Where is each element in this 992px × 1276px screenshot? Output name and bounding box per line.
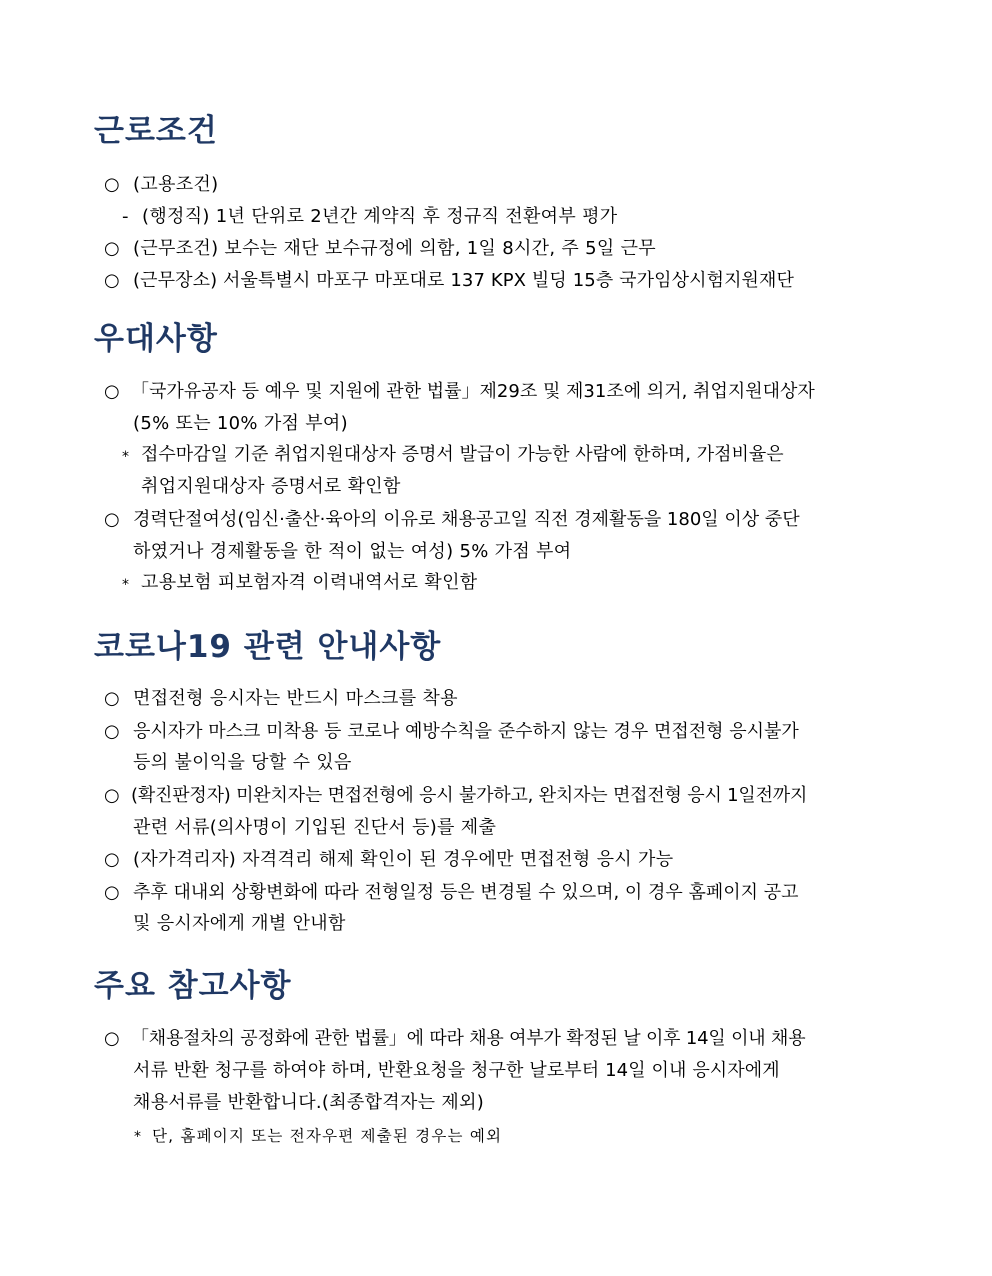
circle-bullet: ○ — [104, 238, 120, 259]
online-submission-exception: 단, 홈페이지 또는 전자우편 제출된 경우는 예외 — [152, 1127, 503, 1145]
veterans-preference-line-1: 「국가유공자 등 예우 및 지원에 관한 법률」제29조 및 제31조에 의거, 취업지원대상자 — [131, 381, 815, 402]
work-conditions-text: (근무조건) 보수는 재단 보수규정에 의함, 1일 8시간, 주 5일 근무 — [133, 238, 656, 259]
schedule-change-line-2: 및 응시자에게 개별 안내함 — [133, 913, 346, 934]
work-location-text: (근무장소) 서울특별시 마포구 마포대로 137 KPX 빌딩 15층 국가임상시험지원재단 — [133, 270, 795, 291]
asterisk-bullet: * — [134, 1129, 141, 1145]
veterans-note-line-2: 취업지원대상자 증명서로 확인함 — [141, 476, 401, 497]
circle-bullet: ○ — [104, 882, 120, 903]
admin-position-text: (행정직) 1년 단위로 2년간 계약직 후 정규직 전환여부 평가 — [142, 206, 618, 227]
circle-bullet: ○ — [104, 174, 120, 195]
asterisk-bullet: * — [122, 577, 129, 593]
mask-violation-line-1: 응시자가 마스크 미착용 등 코로나 예방수칙을 준수하지 않는 경우 면접전형 응시불가 — [133, 721, 799, 742]
circle-bullet: ○ — [104, 688, 120, 709]
circle-bullet: ○ — [104, 721, 120, 742]
circle-bullet: ○ — [104, 509, 120, 530]
confirmed-case-line-2: 관련 서류(의사명이 기입된 진단서 등)를 제출 — [133, 817, 497, 838]
mask-required-text: 면접전형 응시자는 반드시 마스크를 착용 — [133, 688, 458, 709]
document-return-line-2: 서류 반환 청구를 하여야 하며, 반환요청을 청구한 날로부터 14일 이내 응시자에게 — [133, 1060, 780, 1081]
asterisk-bullet: * — [122, 449, 129, 465]
section-title-covid-notice: 코로나19 관련 안내사항 — [94, 629, 442, 665]
career-break-line-1: 경력단절여성(임신·출산·육아의 이유로 채용공고일 직전 경제활동을 180일 이상 중단 — [133, 509, 800, 530]
document-return-line-3: 채용서류를 반환합니다.(최종합격자는 제외) — [133, 1092, 485, 1113]
veterans-note-line-1: 접수마감일 기준 취업지원대상자 증명서 발급이 가능한 사람에 한하며, 가점비율은 — [141, 444, 784, 465]
dash-bullet: - — [122, 206, 129, 227]
self-quarantine-text: (자가격리자) 자격격리 해제 확인이 된 경우에만 면접전형 응시 가능 — [133, 849, 674, 870]
career-break-line-2: 하였거나 경제활동을 한 적이 없는 여성) 5% 가점 부여 — [133, 541, 572, 562]
circle-bullet: ○ — [104, 270, 120, 291]
section-title-working-conditions: 근로조건 — [94, 113, 218, 149]
career-break-note: 고용보험 피보험자격 이력내역서로 확인함 — [141, 572, 478, 593]
circle-bullet: ○ — [104, 381, 120, 402]
veterans-preference-line-2: (5% 또는 10% 가점 부여) — [133, 413, 348, 434]
employment-conditions-label: (고용조건) — [133, 174, 219, 195]
document-return-line-1: 「채용절차의 공정화에 관한 법률」에 따라 채용 여부가 확정된 날 이후 14일 이내 채용 — [131, 1028, 806, 1049]
mask-violation-line-2: 등의 불이익을 당할 수 있음 — [133, 752, 352, 773]
confirmed-case-line-1: (확진판정자) 미완치자는 면접전형에 응시 불가하고, 완치자는 면접전형 응시 1일전까지 — [131, 785, 808, 806]
schedule-change-line-1: 추후 대내외 상황변화에 따라 전형일정 등은 변경될 수 있으며, 이 경우 홈페이지 공고 — [133, 882, 799, 903]
circle-bullet: ○ — [104, 785, 120, 806]
section-title-preferences: 우대사항 — [94, 321, 218, 357]
circle-bullet: ○ — [104, 1028, 120, 1049]
section-title-key-notes: 주요 참고사항 — [94, 968, 292, 1004]
circle-bullet: ○ — [104, 849, 120, 870]
